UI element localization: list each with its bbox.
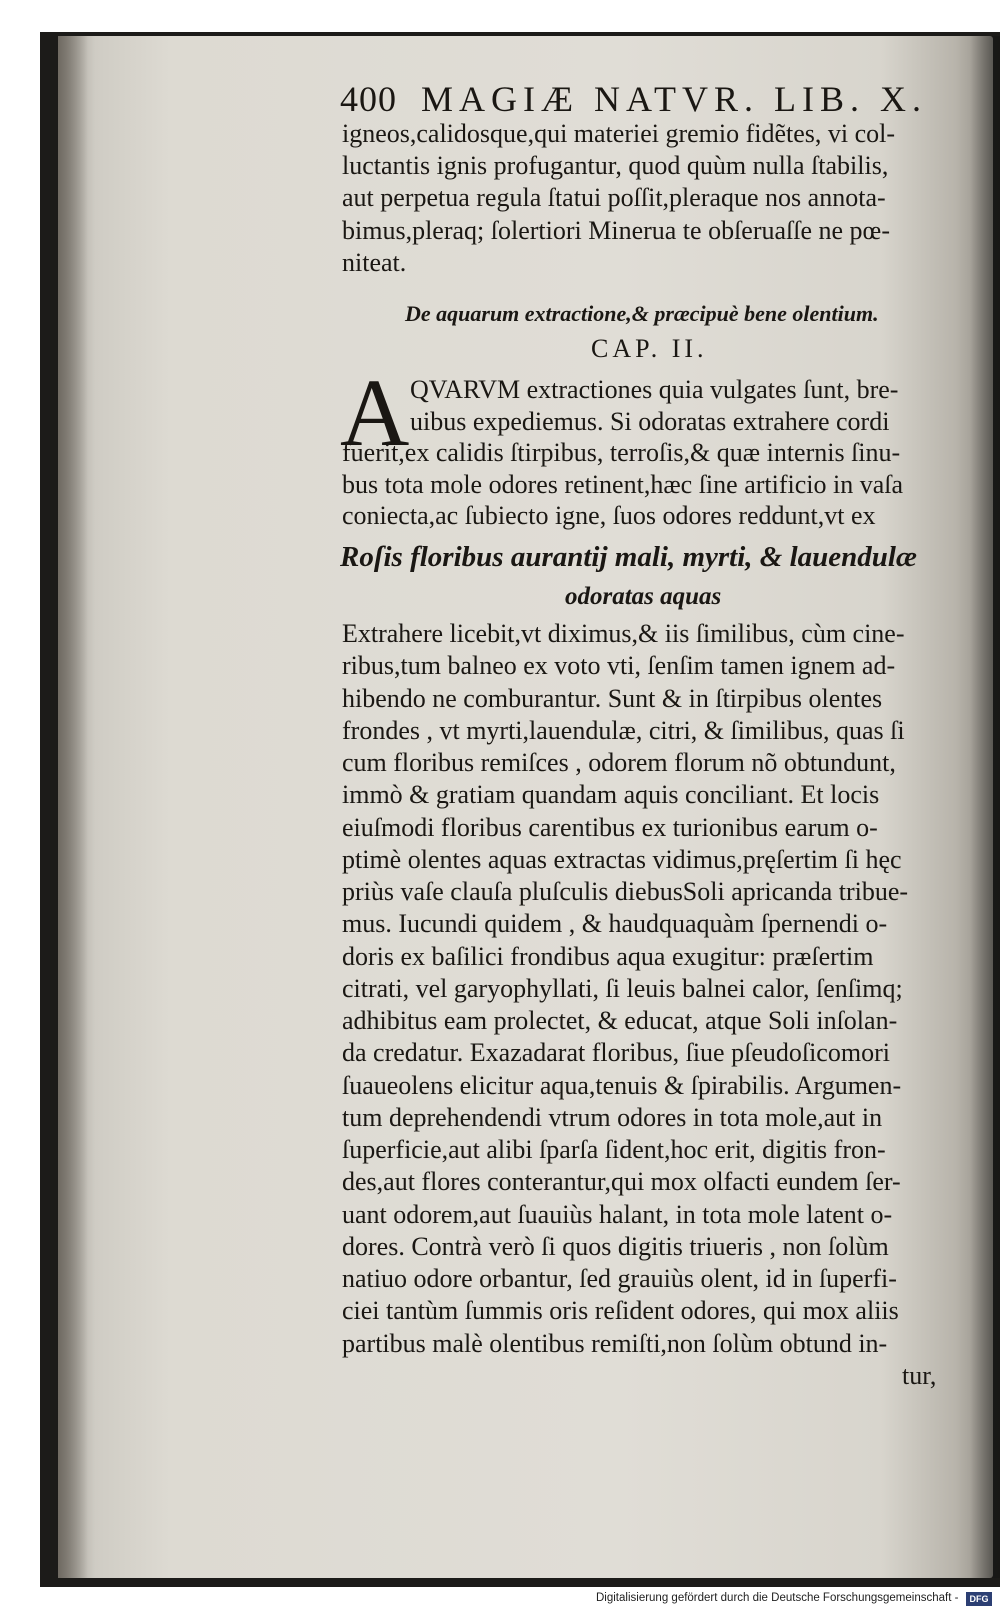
chapter-heading: De aquarum extractione,& præcipuè bene olentium. xyxy=(405,301,879,326)
text-line: hibendo ne comburantur. Sunt & in ſtirpibus olentes xyxy=(342,683,883,713)
text-line: luctantis ignis profugantur, quod quùm nulla ſtabilis, xyxy=(342,151,889,181)
text-line: immò & gratiam quandam aquis conciliant. Et locis xyxy=(342,780,880,810)
text-line: ſuaueolens elicitur aqua,tenuis & ſpirabilis. Argumen- xyxy=(342,1070,902,1100)
text-line: dores. Contrà verò ſi quos digitis triueris , non ſolùm xyxy=(342,1231,889,1261)
intro-paragraph xyxy=(342,118,895,279)
text-line: des,aut flores conterantur,qui mox olfacti eundem ſer- xyxy=(342,1167,901,1197)
text-line: citrati, vel garyophyllati, ſi leuis balnei calor, ſenſimq; xyxy=(342,973,903,1003)
text-line: Extrahere licebit,vt diximus,& iis ſimilibus, cùm cine- xyxy=(342,619,905,648)
text-line: partibus malè olentibus remiſti,non ſolùm obtund in- xyxy=(342,1328,888,1358)
page-edge-shadow xyxy=(970,36,1000,1578)
text-line: tum deprehendendi vtrum odores in tota mole,aut in xyxy=(342,1102,883,1132)
text-line: niteat. xyxy=(342,247,407,277)
digitization-credit: Digitalisierung gefördert durch die Deutsche Forschungsgemeinschaft - xyxy=(596,1592,959,1604)
text-line: aut perpetua regula ſtatui poſſit,pleraque nos annota- xyxy=(342,183,886,213)
chapter-number: CAP. II. xyxy=(591,334,708,363)
running-title: MAGIÆ NATVR. LIB. X. xyxy=(421,79,927,119)
text-line: QVARVM extractiones quia vulgates ſunt, bre- xyxy=(410,375,899,404)
text-line: priùs vaſe clauſa pluſculis diebusSoli apricanda tribue- xyxy=(342,877,909,906)
text-line: cum floribus remiſces , odorem florum nõ obtundunt, xyxy=(342,748,896,777)
text-line: igneos,calidosque,qui materiei gremio fidẽtes, vi col- xyxy=(342,119,896,148)
text-line: bus tota mole odores retinent,hæc ſine artificio in vaſa xyxy=(342,469,904,499)
subheading-line-1: Roſis floribus aurantij mali, myrti, & lauendulæ xyxy=(340,541,917,573)
text-line: coniecta,ac ſubiecto igne, ſuos odores reddunt,vt ex xyxy=(342,501,876,530)
page-gutter-shadow xyxy=(58,36,88,1578)
page-number: 400 xyxy=(340,79,397,119)
text-line: da credatur. Exazadarat floribus, ſiue pſeudoſicomori xyxy=(342,1038,890,1068)
text-line: bimus,pleraq; ſolertiori Minerua te obſeruaſſe ne pœ- xyxy=(342,215,890,245)
text-line: doris ex baſilici frondibus aqua exugitur: præſertim xyxy=(342,941,874,971)
text-line: ciei tantùm ſummis oris reſident odores, qui mox aliis xyxy=(342,1296,899,1326)
text-line: natiuo odore orbantur, ſed grauiùs olent, id in ſuperfi- xyxy=(342,1264,897,1293)
text-line: mus. Iucundi quidem , & haudquaquàm ſpernendi o- xyxy=(342,909,888,939)
subheading-line-2: odoratas aquas xyxy=(565,583,722,610)
paragraph-1 xyxy=(342,374,904,532)
paragraph-2 xyxy=(342,618,936,1392)
dfg-logo: DFG xyxy=(966,1592,992,1606)
text-line: frondes , vt myrti,lauendulæ, citri, & ſimilibus, quas ſi xyxy=(342,715,905,745)
text-line: ribus,tum balneo ex voto vti, ſenſim tamen ignem ad- xyxy=(342,651,896,681)
text-line: fuerit,ex calidis ſtirpibus, terroſis,& quæ internis ſinu- xyxy=(342,438,901,467)
text-line: tur, xyxy=(902,1360,937,1390)
text-line: uant odorem,aut ſuauiùs halant, in tota mole latent o- xyxy=(342,1199,893,1229)
text-line: ſuperficie,aut alibi ſparſa ſident,hoc erit, digitis fron- xyxy=(342,1135,886,1164)
text-line: eiuſmodi floribus carentibus ex turionibus earum o- xyxy=(342,812,878,842)
running-header xyxy=(340,78,927,120)
drop-cap-initial: A xyxy=(340,359,410,466)
text-line: ptimè olentes aquas extractas vidimus,pręſertim ſi hęc xyxy=(342,844,902,874)
text-line: uibus expediemus. Si odoratas extrahere cordi xyxy=(410,406,890,436)
text-line: adhibitus eam prolectet, & educat, atque Soli inſolan- xyxy=(342,1006,898,1035)
